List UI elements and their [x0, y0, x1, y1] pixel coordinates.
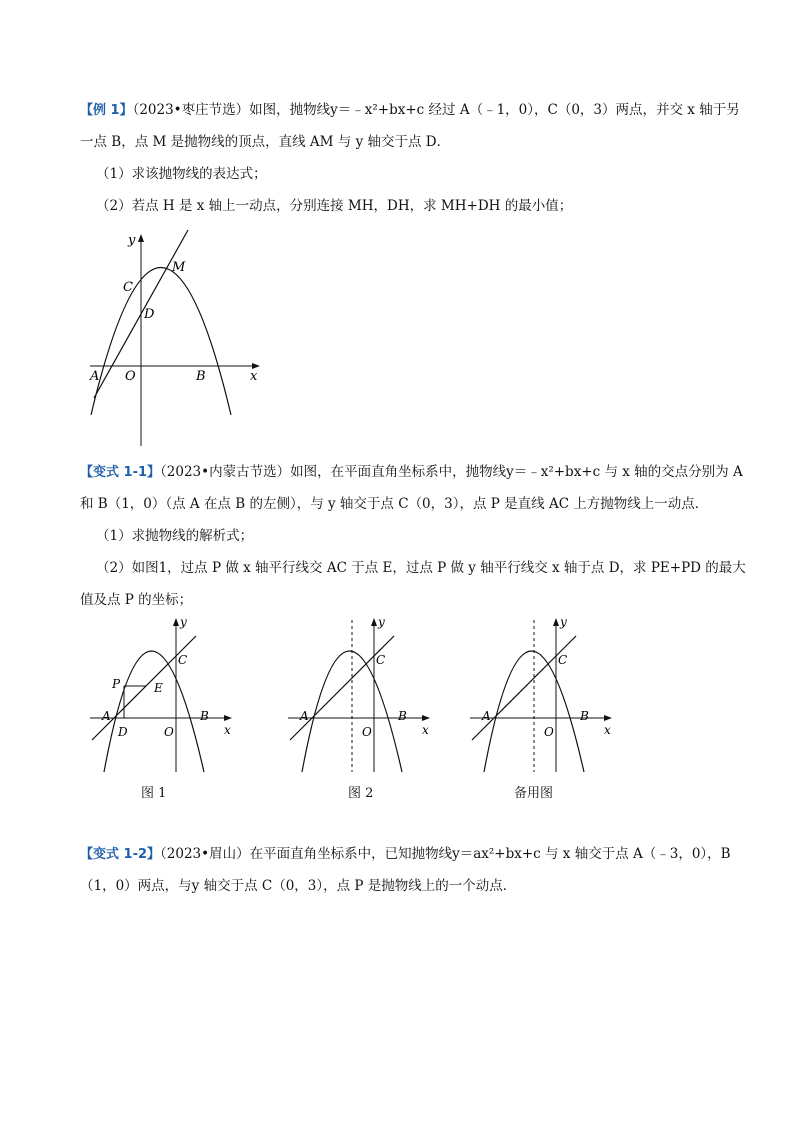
- variant1-spare-figure: [464, 612, 624, 782]
- x-axis-arrow: [422, 715, 430, 721]
- label-p: P: [112, 677, 121, 691]
- label-a: A: [90, 369, 100, 384]
- label-a: A: [300, 709, 309, 723]
- label-x: x: [422, 723, 429, 737]
- example1-tag: 【例 1】: [80, 103, 133, 118]
- label-c: C: [123, 280, 133, 295]
- x-axis-arrow: [604, 715, 612, 721]
- label-d: D: [144, 307, 155, 322]
- label-b: B: [200, 709, 209, 723]
- label-c: C: [376, 653, 386, 667]
- label-c: C: [178, 653, 188, 667]
- y-axis-arrow: [553, 618, 559, 626]
- variant2-tag: 【变式 1-2】: [80, 847, 161, 862]
- label-a: A: [482, 709, 491, 723]
- label-b: B: [196, 369, 206, 384]
- label-m: M: [172, 260, 186, 275]
- variant2-line2: （1，0）两点，与y 轴交于点 C（0，3），点 P 是抛物线上的一个动点．: [80, 878, 517, 894]
- label-x: x: [250, 369, 258, 384]
- label-b: B: [398, 709, 407, 723]
- x-axis-arrow: [224, 715, 232, 721]
- label-o: O: [164, 725, 174, 739]
- label-c: C: [558, 653, 568, 667]
- variant1-question2b: 值及点 P 的坐标；: [80, 592, 193, 608]
- label-o: O: [544, 725, 554, 739]
- figure2-caption: 图 2: [348, 786, 374, 801]
- variant1-question1: （1）求抛物线的解析式；: [96, 528, 254, 544]
- spare-figure-caption: 备用图: [514, 786, 554, 801]
- y-axis-arrow: [371, 618, 377, 626]
- variant1-figure2: [282, 612, 442, 782]
- variant2-text1: （2023•眉山）在平面直角坐标系中，已知抛物线y＝ax²+bx+c 与 x 轴交于点 A（﹣3，0），B: [160, 846, 731, 862]
- variant1-tag: 【变式 1-1】: [80, 465, 161, 480]
- label-y: y: [128, 233, 136, 248]
- label-y: y: [560, 615, 567, 629]
- y-axis-arrow: [138, 234, 144, 242]
- example1-question1: （1）求该抛物线的表达式；: [96, 166, 267, 182]
- y-axis-arrow: [173, 618, 179, 626]
- label-e: E: [154, 681, 163, 695]
- variant1-question2a: （2）如图1，过点 P 做 x 轴平行线交 AC 于点 E，过点 P 做 y 轴平行线交 x 轴于点 D，求 PE+PD 的最大: [96, 560, 746, 576]
- parabola: [91, 268, 231, 416]
- example1-question2: （2）若点 H 是 x 轴上一动点，分别连接 MH，DH，求 MH+DH 的最小值；: [96, 198, 573, 214]
- example1-line1: [80, 100, 740, 121]
- variant1-figure1: [84, 612, 244, 782]
- parabola: [104, 651, 204, 772]
- example1-text1: （2023•枣庄节选）如图，抛物线y＝﹣x²+bx+c 经过 A（﹣1，0），C（0，3）两点，并交 x 轴于另: [132, 102, 740, 118]
- label-b: B: [580, 709, 589, 723]
- example1-figure: [80, 222, 280, 452]
- figure1-caption: 图 1: [141, 786, 167, 801]
- variant2-line1: [80, 844, 731, 865]
- variant1-line2: 和 B（1，0）（点 A 在点 B 的左侧），与 y 轴交于点 C（0，3），点 P 是直线 AC 上方抛物线上一动点．: [80, 496, 709, 512]
- label-o: O: [362, 725, 372, 739]
- label-y: y: [378, 615, 385, 629]
- label-a: A: [102, 709, 111, 723]
- variant1-text1: （2023•内蒙古节选）如图，在平面直角坐标系中，抛物线y＝﹣x²+bx+c 与 x 轴的交点分别为 A: [160, 464, 743, 480]
- label-y: y: [180, 615, 187, 629]
- label-x: x: [224, 723, 231, 737]
- label-x: x: [604, 723, 611, 737]
- example1-line2: 一点 B，点 M 是抛物线的顶点，直线 AM 与 y 轴交于点 D．: [80, 134, 451, 150]
- variant1-line1: [80, 462, 743, 483]
- label-d: D: [118, 725, 128, 739]
- label-o: O: [125, 369, 136, 384]
